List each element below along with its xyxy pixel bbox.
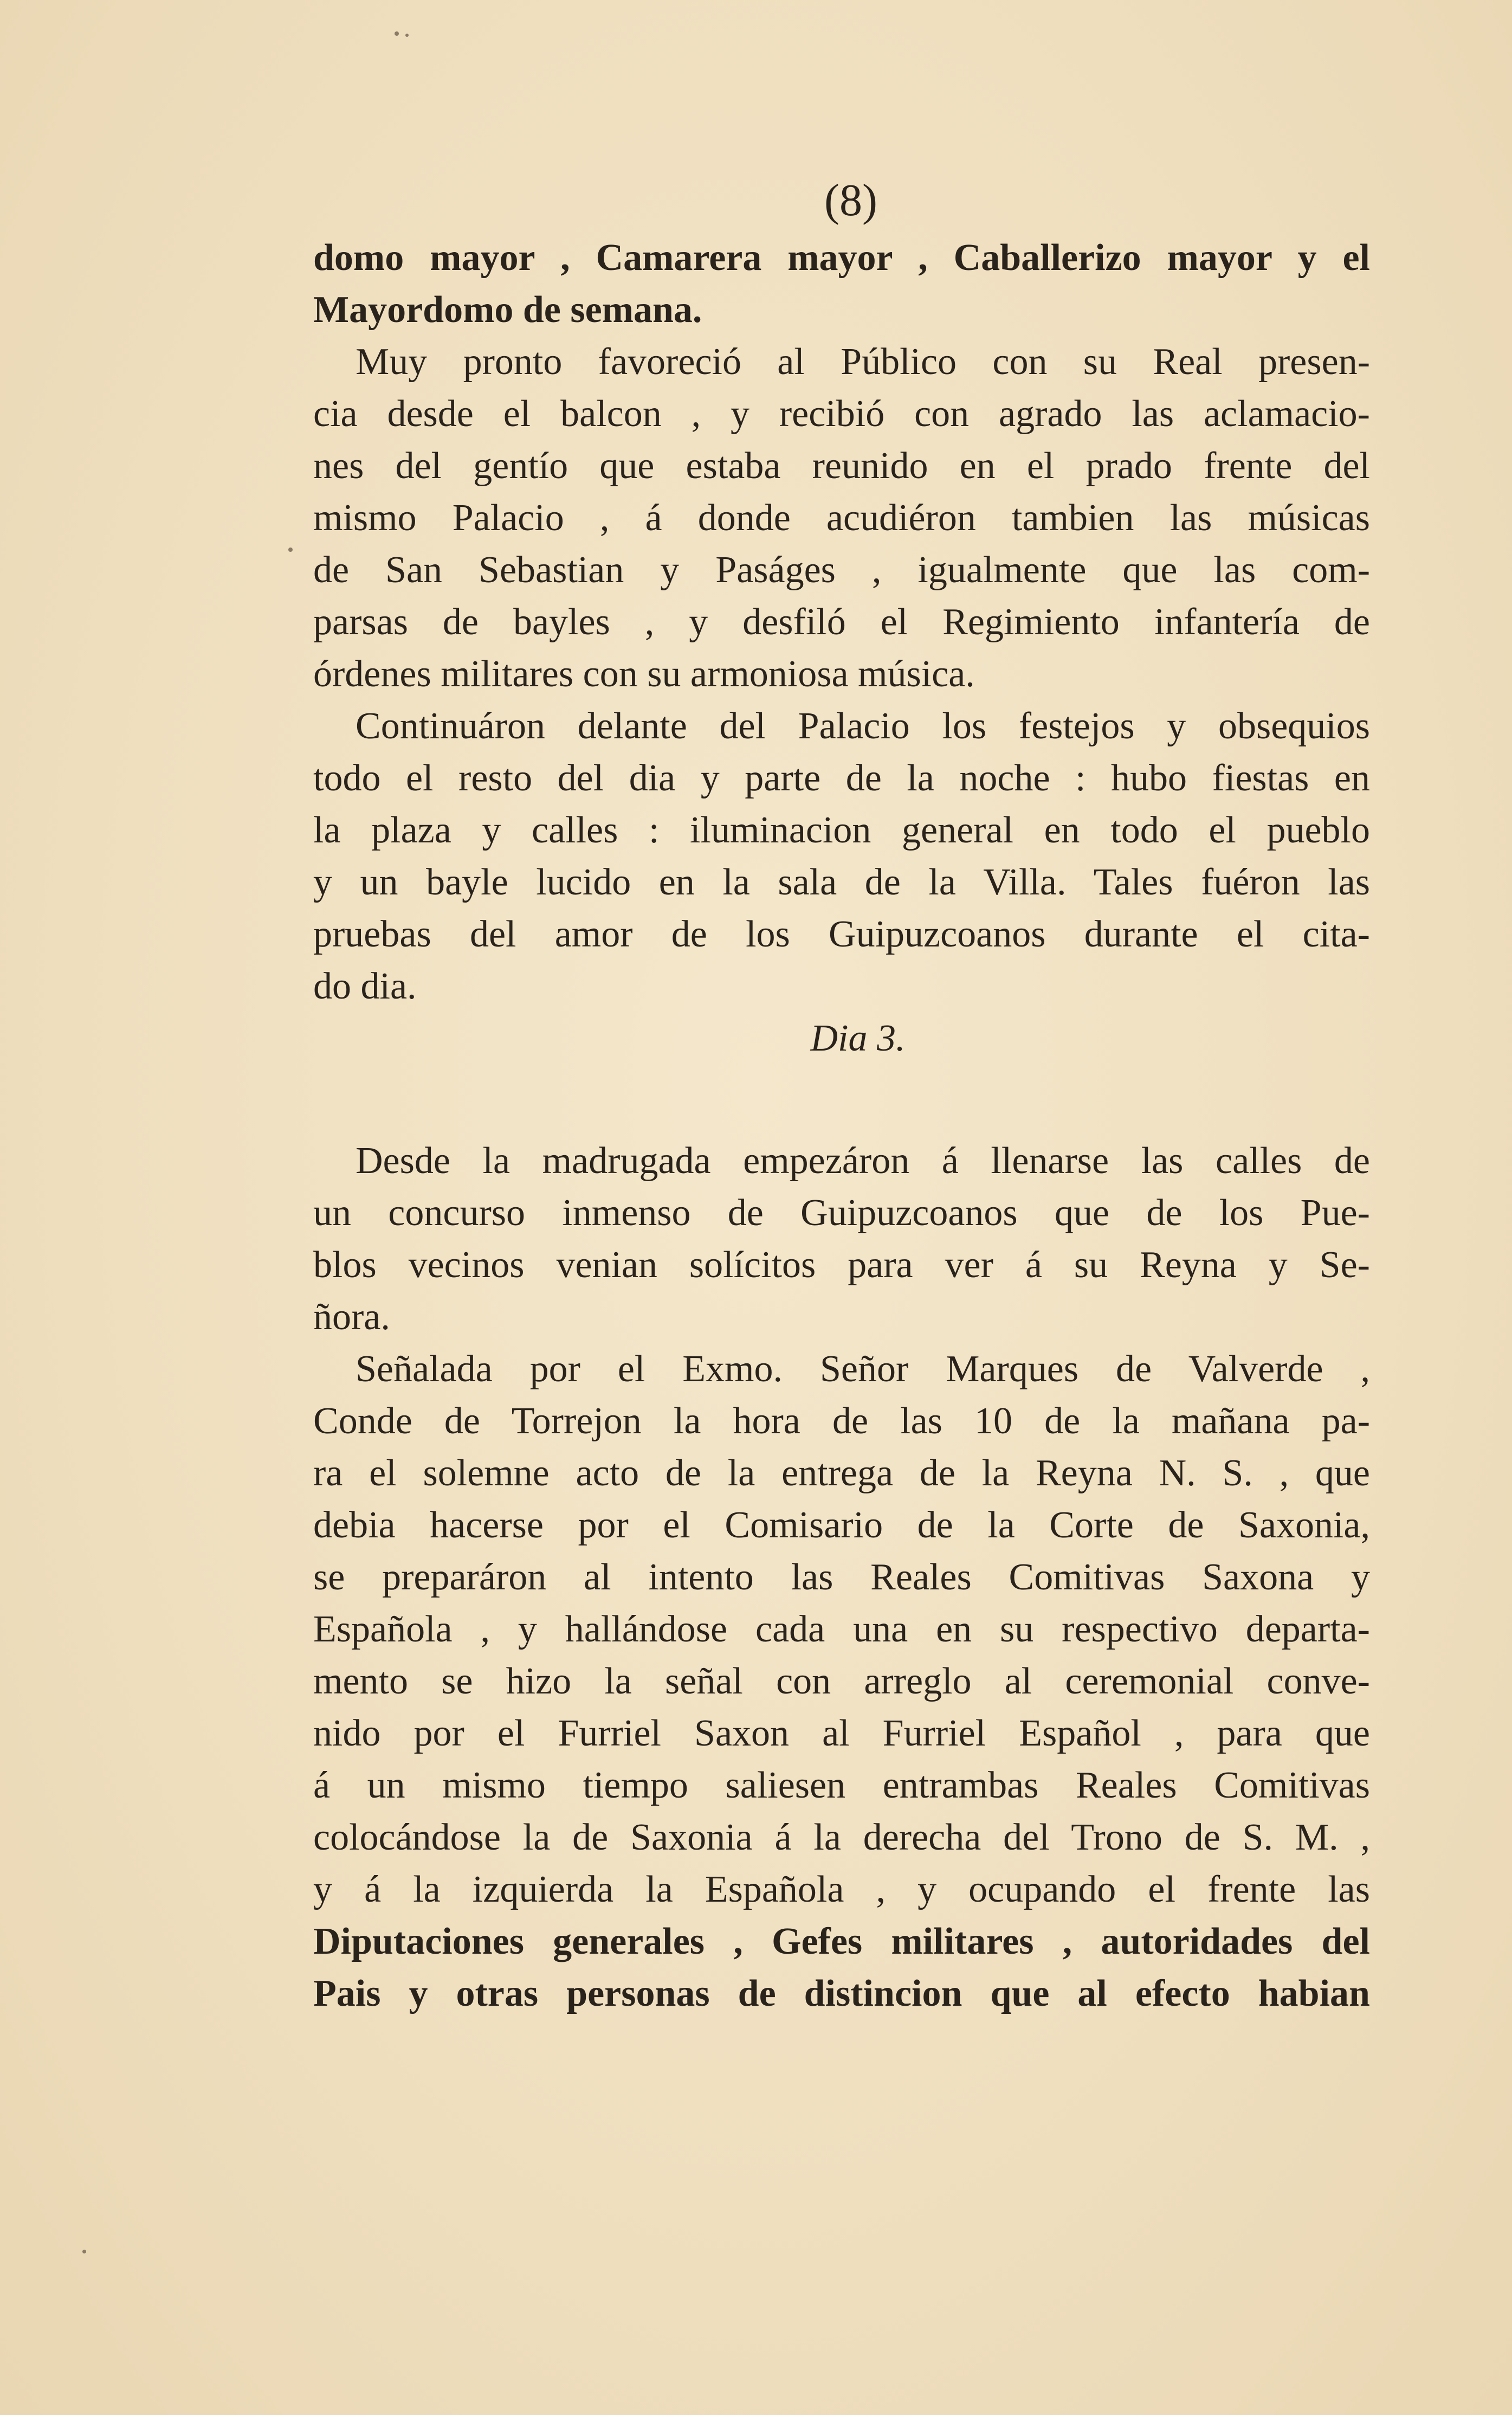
ink-speck [288,548,293,552]
text-line: nes del gentío que estaba reunido en el prado frente del [313,445,1370,487]
text-line: se preparáron al intento las Reales Comitivas Saxona y [313,1556,1370,1598]
page-number: (8) [824,175,877,226]
text-line: á un mismo tiempo saliesen entrambas Reales Comitivas [313,1764,1370,1806]
text-line: y á la izquierda la Española , y ocupando el frente las [313,1869,1370,1910]
text-line: do dia. [313,965,417,1007]
text-line: domo mayor , Camarera mayor , Caballerizo mayor y el [313,237,1370,279]
text-line: Muy pronto favoreció al Público con su Real presen- [356,341,1370,383]
text-line: Pais y otras personas de distincion que al efecto habian [313,1973,1370,2014]
text-line: nido por el Furriel Saxon al Furriel Español , para que [313,1712,1370,1754]
ink-speck [82,2250,86,2253]
text-line: un concurso inmenso de Guipuzcoanos que de los Pue- [313,1192,1370,1234]
ink-speck [405,34,409,37]
section-heading: Dia 3. [810,1017,906,1059]
text-line: Conde de Torrejon la hora de las 10 de la mañana pa- [313,1400,1370,1442]
text-line: mismo Palacio , á donde acudiéron tambien las músicas [313,497,1370,539]
text-line: ra el solemne acto de la entrega de la Reyna N. S. , que [313,1452,1370,1494]
text-line: cia desde el balcon , y recibió con agrado las aclamacio- [313,393,1370,435]
text-line: Diputaciones generales , Gefes militares , autoridades del [313,1921,1370,1962]
text-line: Continuáron delante del Palacio los festejos y obsequios [356,705,1370,747]
text-line: órdenes militares con su armoniosa música. [313,653,975,695]
text-line: blos vecinos venian solícitos para ver á su Reyna y Se- [313,1244,1370,1286]
text-line: y un bayle lucido en la sala de la Villa. Tales fuéron las [313,861,1370,903]
body-text [313,232,1370,2020]
section-gap [313,1065,1370,1135]
text-line: de San Sebastian y Paságes , igualmente que las com- [313,549,1370,591]
text-line: Mayordomo de semana. [313,289,702,331]
text-line: pruebas del amor de los Guipuzcoanos durante el cita- [313,913,1370,955]
text-line: ñora. [313,1296,390,1338]
text-line: Señalada por el Exmo. Señor Marques de Valverde , [356,1348,1370,1390]
text-line: colocándose la de Saxonia á la derecha del Trono de S. M. , [313,1817,1370,1858]
text-line: todo el resto del dia y parte de la noche : hubo fiestas en [313,757,1370,799]
text-line: mento se hizo la señal con arreglo al ceremonial conve- [313,1660,1370,1702]
text-line: debia hacerse por el Comisario de la Corte de Saxonia, [313,1504,1370,1546]
text-line: Desde la madrugada empezáron á llenarse las calles de [356,1140,1370,1182]
text-line: Española , y hallándose cada una en su respectivo departa- [313,1608,1370,1650]
text-line: parsas de bayles , y desfiló el Regimiento infantería de [313,601,1370,643]
text-line: la plaza y calles : iluminacion general en todo el pueblo [313,809,1370,851]
ink-speck [395,31,399,36]
